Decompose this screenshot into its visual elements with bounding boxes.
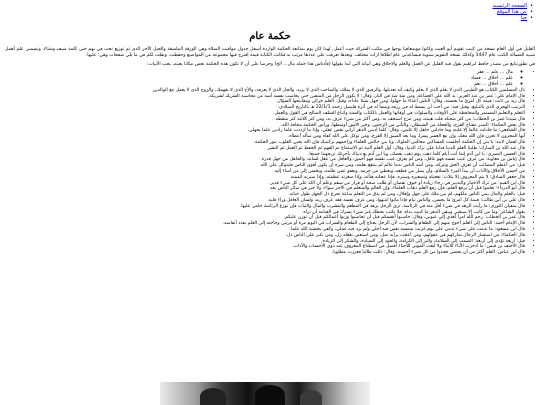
wisdom-item: • قال ابن القيم: من ترك الاختيار والتدبير في رجاء زيادة أو خوف نقصان أو طلب صحة أو فرار من سقم وعلم أن الله على كل شيء قدير.: [5, 181, 525, 187]
wisdom-item: • قال ابن مسعود: ما ندمت على شيء ندمي على يوم غربت شمسه نقص فيه أجلي ولم يزد فيه عملي، وكفى بخشية الله علما.: [5, 227, 525, 233]
photo-silhouette: [300, 390, 322, 405]
wisdom-item: • قيل: من أعظم المصائب أن تعرف الحق وتتركه، ومن أشد الناس ندما عالم لم ينتفع بعلمه، ومن سره أن يكون أقوى الناس فليتوكل على الله.: [5, 163, 525, 169]
wisdom-item: • الترتيب الهجري الذي بالتبليغ، وقيل فيه: من أحب أن يبسط له في رزقه وينسأ له في أثره فليصل رحمه 22/1/1 هـ بالتاريخ الميلادي.: [5, 105, 525, 111]
poem-line: ◦ علم ... أخلاق ... فساد: [5, 76, 513, 82]
wisdom-item: • قال سفيان الثوري: ما رأيت الزهد في شيء أقل منه في الرئاسة، ترى الرجل يزهد في المطعم والمشرب والمال والثياب فإن نوزع الرئاسة حامى عليها.: [5, 204, 525, 210]
wisdom-item: • قيل: بالعلم والمال يبني الناس ملكهم، لم يبن ملك على جهل وإقلال، ومن لم يذق مر التعلم ساعة تجرع ذل الجهل طول حياته.: [5, 192, 525, 198]
wisdom-item: • أيها المحزون لا تحزن فإن الله معك، وإن مع العسر يسرا، وما بعد الضيق إلا الفرج، ومن توكل على الله كفاه ومن سأله أعطاه.: [5, 134, 525, 140]
wisdom-item: • قال الإمام أحمد: الناس إلى العلم أحوج منهم إلى الطعام والشراب، لأن الرجل يحتاج إلى الطعام والشراب في اليوم مرة أو مرتين وحاجته إلى العلم بعدد أنفاسه.: [5, 221, 525, 227]
wisdom-item: • قال بعض الحكماء: الصبر مفتاح الفرج، والعجلة من الشيطان، والتأني من الرحمن، وخير الأمور أوسطها، ورأس الحكمة مخافة الله.: [5, 123, 525, 129]
wisdom-item: • قال أبو الدرداء: تعلموا قبل أن يرفع العلم، فإن رفع العلم ذهاب العلماء، وإن العالم والمتعلم في الأجر سواء، ولا خير في سائر الناس بعد.: [5, 186, 525, 192]
wisdom-list: [5, 70, 535, 256]
wisdom-item: • من أحسن الأخلاق والآداب أن يبدأ المرء بالسلام، وأن يصل من قطعه، ويعطي من حرمه، ويعفو عمن ظلمه، ويحسن إلى من أساء إليه.: [5, 169, 525, 175]
wisdom-item: • قال علي بن أبي طالب: قيمة كل امرئ ما يحسن، والناس نيام فإذا ماتوا انتبهوا، ومن عرف نفسه فقد عرف ربه، ولسان العاقل وراء قلبه.: [5, 198, 525, 204]
wisdom-item: • نال المسلمين الكتاب هو الطيبين الذي لا يعلم الذي لا يعلم وكيف أنه تعديلها، والرفيق الذي لا يملك، والصاحب الذي لا يريد، والجار الذي لا يعرفه، والأخ الذي لا يفهمك، والزوج الذي لا يعمل مع الوالدين.: [5, 88, 525, 94]
wisdom-item: • قال لقمان لابنه: يا بني إن الحكمة أجلست المساكين مجالس الملوك، ويا بني جالس العلماء وزاحمهم بركبتيك فإن الله يحيي القلوب بنور الحكمة.: [5, 140, 525, 146]
wisdom-item: • قال عمر بن الخطاب: رحم الله امرأ أهدى إلي عيوبي، وقال: حاسبوا أنفسكم قبل أن تحاسبوا وزنوا أعمالكم قبل أن توزن عليكم.: [5, 215, 525, 221]
intro-paragraph: القليل في أول العام نسخة من كتيب تقويم أبو الغيث وكانوا موضعاقيا بوحها في مكتب الشركة حيث أعمل، لهذا كان يوم بمتابعة الحكمة الواردة أسفل جدول مواقيت الصلاة وهي الورقة الملصقة والحيل الآخر الذي تم توزيع تحت في بهم حتى كلمة صيف وشتاء، وتضمنى علم أهمل شبيه المسالة الكتب عام 1447 وكذلك نسخة التقويم سنوية فيساعدتي عام اطلاقا ازات مختلف. وبعدها تعرفت على عددها مرتب به فكانت الكتابة قيمة اقترح فيها مجموعة من المواضيع وحفظت، ونقلت لكم في ما يلي صفحات وهي: عليها.: [5, 47, 535, 58]
wisdom-item: • يقول الشاعر: وما من كاتب إلا سيفنى ويبقي الدهر ما كتبت يداه، فلا تكتب بخطك غير شيء يسرك في القيامة أن تراه.: [5, 210, 525, 216]
wisdom-item: • قيل: أربعة تؤدي إلى أربعة: الصمت إلى السلامة، والبر إلى الكرامة، والجود إلى السيادة، والشكر إلى الزيادة.: [5, 239, 525, 245]
wisdom-item: • قال الحكماء: من استشار الرجال شاركهم في عقولهم، ومن أعجب برأيه ضل، ومن استغنى بعقله زل، ومن تكبر على الناس ذل.: [5, 233, 525, 239]
poem-list: [5, 70, 525, 87]
photo-silhouette: [255, 385, 285, 405]
page-title: حكمة عام: [249, 31, 291, 42]
wisdom-item: • قال الإمام علي: عمر بن عبد العزيز: يد الله على الجماعة، ومن شذ شذ في النار، وقال: لا يكون الرجل من المتقين حتى يحاسب نفسه أشد من محاسبة الشريك لشريكه.: [5, 94, 525, 100]
poem-line: ◦ علم ... أخلاق ... نعم: [5, 82, 513, 88]
wisdom-item: • التعلم والتعليم المستمر والمحافظة على الأوقات والصلوات في أوقاتها والعمل بالكتاب والسنة واتباع السلف الصالح في القول والعمل.: [5, 111, 525, 117]
nav-link-about[interactable]: عن هذا الموقع: [496, 9, 527, 15]
nav-link-third[interactable]: جيا: [520, 15, 527, 21]
wisdom-item: • قال ابن عباس: العلم أكثر من أن يحصى فخذوا من كل شيء أحسنه، وقال: ذللت طالبا فعززت مطلوبا.: [5, 250, 525, 256]
photo-silhouette: [200, 388, 226, 405]
wisdom-item: • قال إياس بن معاوية: من عرف عيب نفسه فهو عاقل، ومن لم يعرف عيب نفسه فهو أحمق، والعاقل من عقل لسانه، والجاهل من جهل قدره.: [5, 157, 525, 163]
bottom-photo-strip: [160, 382, 370, 405]
nav-link-home[interactable]: الصفحة الرئيسية: [492, 3, 527, 9]
wisdom-item: • قال زيد بن ثابت: قيمة كل امرئ ما يحسنه، وقال: الناس أعداء ما جهلوا، ومن جهل شيئا عاداه، وقيل: العلم خزائن ومفاتيحها السؤال.: [5, 99, 525, 105]
wisdom-item: • قال الأحنف بن قيس: ما ادخرت الآباء للأبناء ولا أبقت الموتى للأحياء أفضل من اصطناع المعروف عند ذوي الأحساب والآداب.: [5, 244, 525, 250]
wisdom-item: • قال الحسن البصري: يا ابن آدم إنما أنت أيام كلما ذهب يوم ذهب بعضك، ويا ابن آدم بع دنياك بآخرتك تربحهما جميعا.: [5, 152, 525, 158]
top-nav: [5, 3, 535, 21]
poem-line: ◦ • مال ... علم ... فقر: [5, 70, 513, 76]
wisdom-item: • قال جعفر الصادق: لا يتم المعروف إلا بثلاث: تعجيله وتصغيره وستره، فإذا عجلته هنأته، وإذا صغرته عظمته، وإذا سترته أتممته.: [5, 175, 525, 181]
lead-paragraph: في تطورتنابع من مصدر حافظ ابراهيم يقول فيه القليل عن العمل والعلم والاخلاق وهي أبياته التي أبدا بقولها (فأدناس هذا حمله مال... الخ) وحرصا على أن لا تكون هذه الحكمة تخص مكانا بعينه، يجب الأبيات:: [146, 61, 535, 67]
wisdom-item: • قال سيدنا عمر بن الخطاب: من كثر ضحكه قلت هيبته، ومن مزح استخف به، ومن أكثر من شيء عرف به، ومن كثر كلامه كثر سقطه.: [5, 117, 525, 123]
nav-item-third[interactable]: [5, 15, 535, 21]
wisdom-item: • قال عبد الله بن المبارك: طلبنا العلم للدنيا فدلنا على ترك الدنيا، وقال: أول العلم النية ثم الاستماع ثم الفهم ثم الحفظ ثم العمل ثم النشر.: [5, 146, 525, 152]
wisdom-item: • قال الشافعي: ما جادلت عالما إلا غلبته وما جادلني جاهل إلا غلبني، وقال: كلما أدبني الدهر أراني نقص عقلي، وإذا ما ازددت علما زادني علما بجهلي.: [5, 128, 525, 134]
poem-item: [5, 70, 525, 87]
